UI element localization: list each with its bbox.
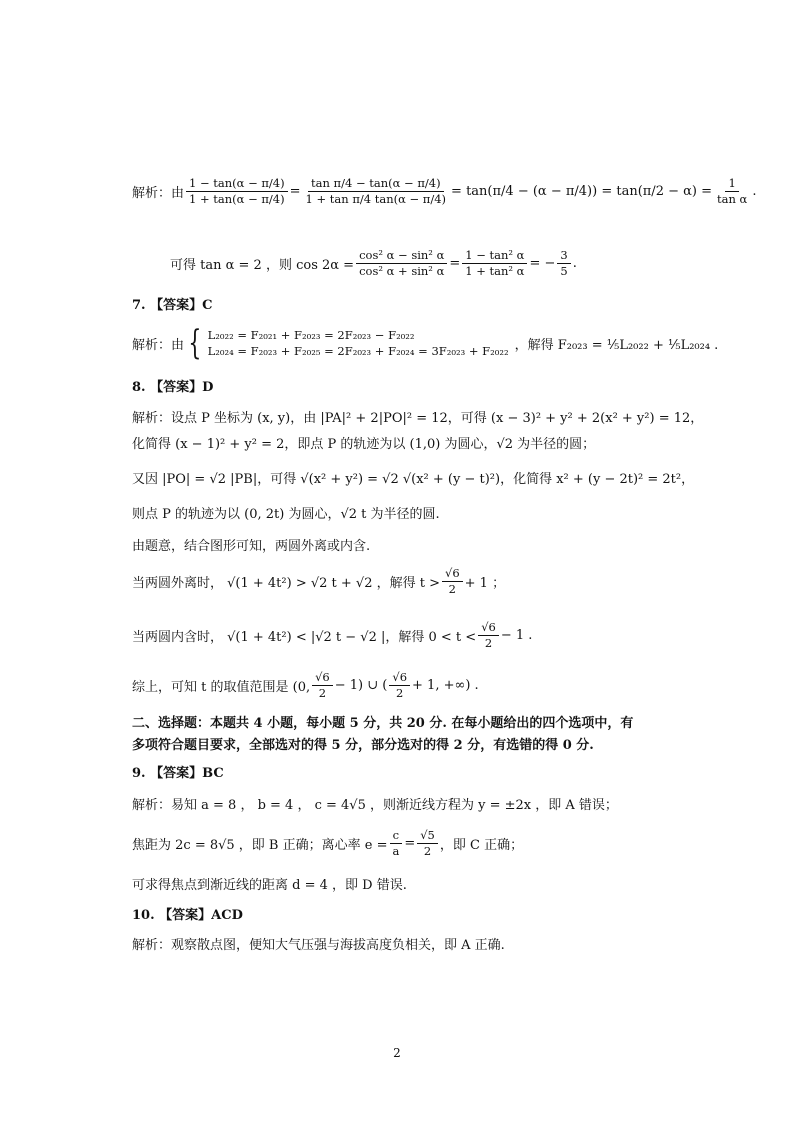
section2-line1: 二、选择题：本题共 4 小题，每小题 5 分，共 20 分. 在每小题给出的四个选项中，有: [132, 716, 634, 731]
denominator: 2: [484, 636, 493, 650]
numerator: 1 − tan² α: [462, 248, 527, 264]
text: 可得 tan α = 2 ，则 cos 2α =: [170, 258, 355, 273]
q9-line3: 可求得焦点到渐近线的距离 d = 4 ，即 D 错误.: [132, 878, 407, 893]
q8-line8: [132, 670, 479, 701]
denominator: cos² α + sin² α: [359, 264, 445, 278]
text: ，解得 F₂₀₂₃ = ⅕L₂₀₂₂ + ⅕L₂₀₂₄ .: [514, 337, 719, 353]
denominator: tan α: [717, 192, 748, 206]
q8-line5: 由题意，结合图形可知，两圆外离或内含.: [132, 539, 371, 554]
sol6-line1: [132, 176, 756, 207]
fraction: [389, 828, 402, 859]
equals: =: [289, 184, 301, 199]
system-line-2: L₂₀₂₄ = F₂₀₂₃ + F₂₀₂₅ = 2F₂₀₂₃ + F₂₀₂₄ = 3F₂₀₂₃ + F₂₀₂₂: [207, 344, 509, 358]
text: 焦距为 2c = 8√5 ，即 B 正确；离心率 e =: [132, 838, 388, 853]
denominator: a: [392, 844, 400, 858]
equals: =: [404, 836, 416, 851]
denominator: 2: [423, 844, 432, 858]
q8-line6: [132, 566, 505, 597]
numerator: c: [390, 828, 402, 844]
q8-line1: 解析：设点 P 坐标为 (x, y)，由 |PA|² + 2|PO|² = 12，可得 (x − 3)² + y² + 2(x² + y²) = 12，: [132, 411, 704, 426]
denominator: 2: [396, 686, 404, 700]
fraction: [356, 248, 447, 279]
text: + 1, +∞) .: [412, 678, 479, 693]
numerator: cos² α − sin² α: [356, 248, 447, 264]
system-lines: [208, 327, 509, 359]
numerator: √5: [417, 828, 438, 844]
q9-heading: 9. 【答案】BC: [132, 766, 224, 781]
text: = tan(π/4 − (α − π/4)) = tan(π/2 − α) =: [451, 184, 712, 199]
fraction: [557, 248, 570, 279]
q8-line2: 化简得 (x − 1)² + y² = 2，即点 P 的轨迹为以 (1,0) 为圆心，√2 为半径的圆；: [132, 437, 596, 452]
text: + 1 ；: [464, 576, 506, 591]
page-number: 2: [393, 1046, 401, 1060]
numerator: 1: [725, 176, 738, 192]
numerator: 3: [557, 248, 570, 264]
text: 当两圆外离时， √(1 + 4t²) > √2 t + √2 ，解得 t >: [132, 576, 440, 591]
fraction: [417, 828, 438, 859]
equals: =: [449, 256, 461, 271]
text: − 1 .: [500, 628, 533, 643]
text: − 1) ∪ (: [334, 678, 388, 693]
q9-line2: [132, 828, 523, 859]
numerator: tan π/4 − tan(α − π/4): [308, 176, 444, 192]
numerator: 1 − tan(α − π/4): [186, 176, 288, 192]
fraction: [478, 620, 499, 651]
fraction: [442, 566, 463, 597]
q7-solution: [132, 323, 719, 363]
q9-line1: 解析：易知 a = 8 ， b = 4 ， c = 4√5 ，则渐近线方程为 y = ±2x ，即 A 错误；: [132, 798, 618, 813]
numerator: √6: [389, 670, 410, 686]
denominator: 1 + tan² α: [465, 264, 525, 278]
fraction: [389, 670, 410, 701]
period: .: [572, 256, 577, 271]
equation-system: [184, 323, 509, 363]
sol6-line2: [170, 248, 577, 279]
q10-heading: 10. 【答案】ACD: [132, 908, 243, 923]
q7-heading: 7. 【答案】C: [132, 298, 213, 313]
q10-line1: 解析：观察散点图，便知大气压强与海拔高度负相关，即 A 正确.: [132, 938, 505, 953]
section2-line2: 多项符合题目要求，全部选对的得 5 分，部分选对的得 2 分，有选错的得 0 分.: [132, 738, 594, 753]
equals-minus: = −: [529, 256, 556, 271]
text: 当两圆内含时， √(1 + 4t²) < |√2 t − √2 |，解得 0 < t <: [132, 630, 477, 645]
fraction: [303, 176, 450, 207]
fraction: [462, 248, 527, 279]
numerator: √6: [442, 566, 463, 582]
fraction: [186, 176, 288, 207]
text: 综上，可知 t 的取值范围是 (0,: [132, 680, 311, 695]
text: 解析：由: [132, 337, 185, 353]
brace: {: [188, 323, 202, 363]
q8-heading: 8. 【答案】D: [132, 380, 214, 395]
text: 解析：由: [132, 186, 185, 201]
period: .: [752, 184, 757, 199]
fraction: [714, 176, 750, 207]
q8-line3: 又因 |PO| = √2 |PB|，可得 √(x² + y²) = √2 √(x² + (y − t)²)，化简得 x² + (y − 2t)² = 2t²，: [132, 472, 695, 487]
text: ，即 C 正确；: [439, 838, 524, 853]
denominator: 5: [560, 264, 568, 278]
fraction: [312, 670, 333, 701]
denominator: 1 + tan(α − π/4): [189, 192, 285, 206]
denominator: 2: [448, 582, 456, 596]
denominator: 1 + tan π/4 tan(α − π/4): [305, 192, 447, 206]
q8-line4: 则点 P 的轨迹为以 (0, 2t) 为圆心，√2 t 为半径的圆.: [132, 507, 440, 522]
numerator: √6: [312, 670, 333, 686]
system-line-1: L₂₀₂₂ = F₂₀₂₁ + F₂₀₂₃ = 2F₂₀₂₃ − F₂₀₂₂: [207, 328, 415, 342]
denominator: 2: [318, 686, 327, 700]
numerator: √6: [478, 620, 499, 636]
q8-line7: [132, 620, 532, 651]
